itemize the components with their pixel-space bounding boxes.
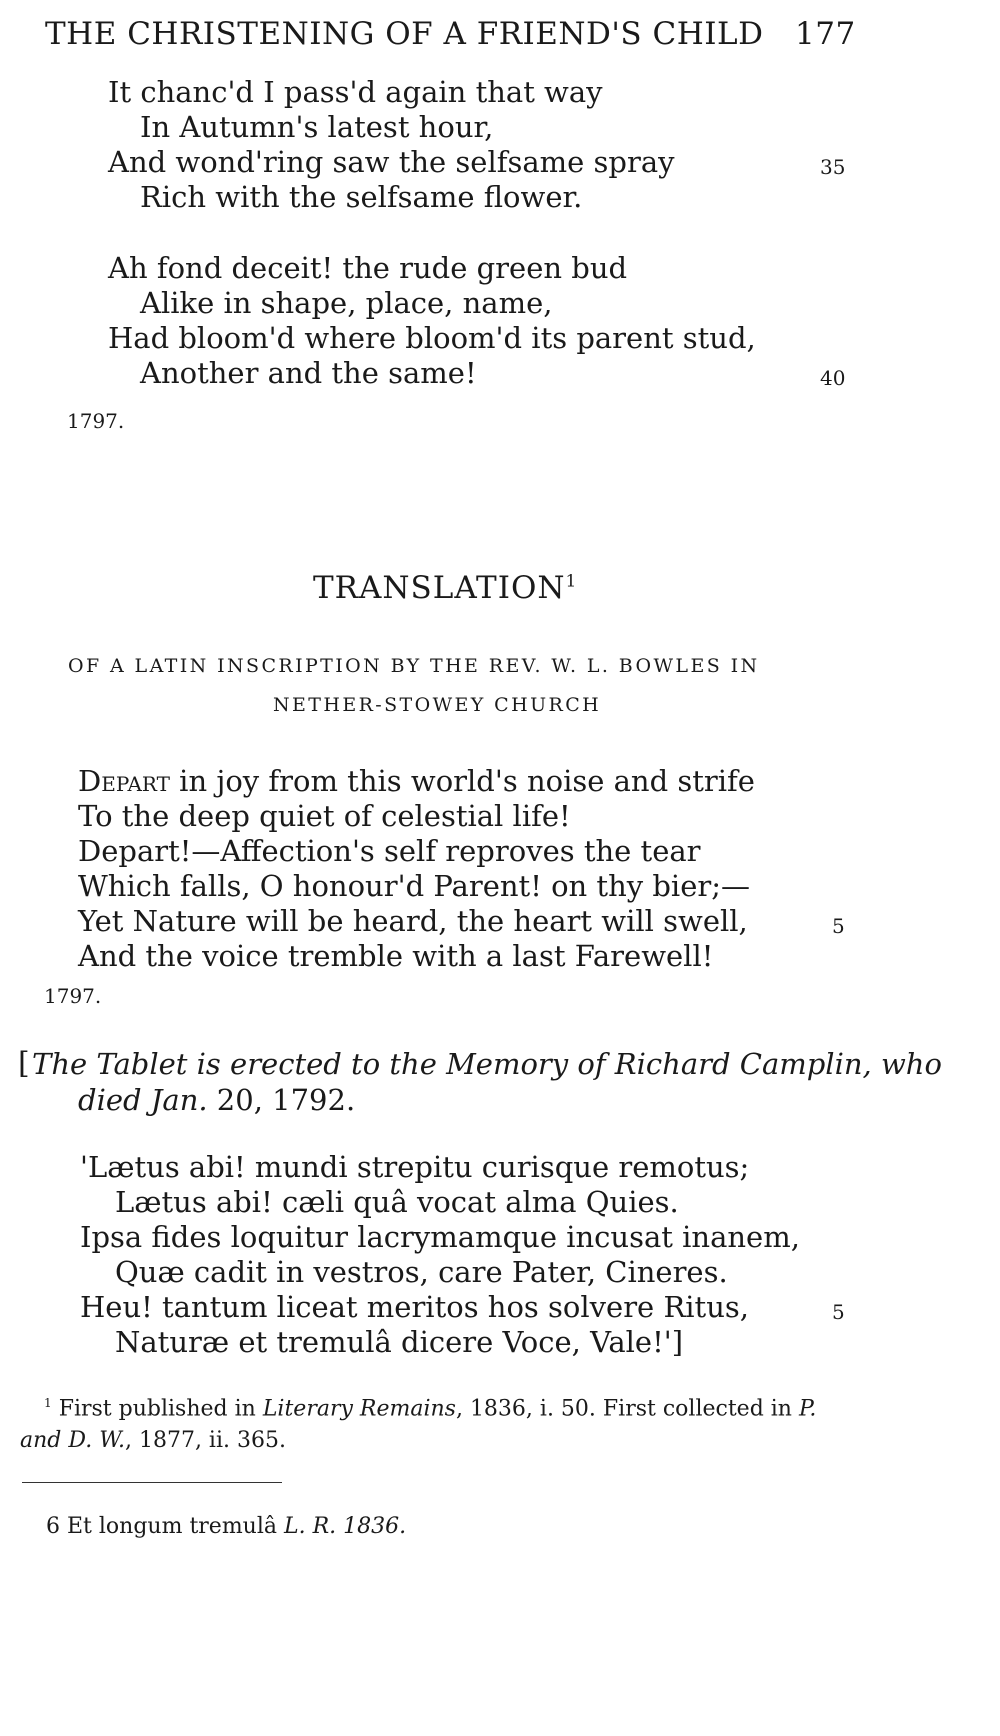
first-word: Depart [78, 764, 170, 798]
note-italic: died Jan. [78, 1083, 208, 1117]
verse-line: Yet Nature will be heard, the heart will swell, [78, 904, 748, 938]
verse-line: To the deep quiet of celestial life! [78, 799, 571, 833]
variant-reading [46, 1514, 406, 1539]
verse-line: Which falls, O honour'd Parent! on thy bier;— [78, 869, 750, 903]
verse-line: Alike in shape, place, name, [140, 286, 553, 320]
page-number: 177 [795, 16, 856, 52]
variant-text: 6 Et longum tremulâ [46, 1514, 284, 1539]
footnote [44, 1396, 816, 1421]
latin-line: Lætus abi! cæli quâ vocat alma Quies. [115, 1185, 679, 1219]
note-roman: 20, 1792. [207, 1083, 356, 1117]
subtitle-line: OF A LATIN INSCRIPTION BY THE REV. W. L. BOWLES IN [68, 655, 760, 677]
poem-date: 1797. [67, 409, 125, 433]
latin-line: Heu! tantum liceat meritos hos solvere Ritus, [80, 1290, 749, 1324]
verse-line: In Autumn's latest hour, [140, 110, 494, 144]
latin-line: Naturæ et tremulâ dicere Voce, Vale!'] [115, 1325, 684, 1359]
footnote-text: , 1877, ii. 365. [124, 1428, 286, 1453]
footnote-abbrev: P. [798, 1396, 817, 1422]
section-title [313, 570, 577, 606]
verse-line-rest: in joy from this world's noise and strife [169, 764, 755, 798]
line-number: 40 [820, 366, 846, 390]
footnote-marker: 1 [44, 1396, 52, 1410]
verse-line: Another and the same! [140, 356, 477, 390]
verse-line: It chanc'd I pass'd again that way [108, 75, 603, 109]
verse-line: And the voice tremble with a last Farewell! [78, 939, 714, 973]
footnote-abbrev: and D. W. [20, 1428, 125, 1453]
footnote-text: , 1836, i. 50. First collected in [455, 1396, 799, 1422]
footnote-rule [22, 1482, 282, 1483]
footnote-text: First published in [51, 1396, 263, 1422]
footnote-cont [20, 1428, 286, 1453]
verse-line: And wond'ring saw the selfsame spray [108, 145, 675, 179]
verse-line: Had bloom'd where bloom'd its parent stud, [108, 321, 756, 355]
verse-line: Depart!—Affection's self reproves the tear [78, 834, 701, 868]
variant-source: L. R. 1836. [284, 1514, 407, 1539]
verse-line: Ah fond deceit! the rude green bud [108, 251, 628, 285]
editorial-note-cont [78, 1083, 355, 1117]
verse-line: Rich with the selfsame flower. [140, 180, 583, 214]
latin-line: Ipsa fides loquitur lacrymamque incusat inanem, [80, 1220, 800, 1254]
line-number: 5 [832, 914, 845, 938]
line-number: 35 [820, 155, 846, 179]
verse-line [78, 764, 755, 798]
running-title: THE CHRISTENING OF A FRIEND'S CHILD [45, 16, 764, 52]
line-number: 5 [832, 1300, 845, 1324]
subtitle-line: NETHER-STOWEY CHURCH [273, 694, 602, 716]
footnote-marker: 1 [565, 571, 578, 592]
latin-line: Quæ cadit in vestros, care Pater, Cineres. [115, 1255, 728, 1289]
poem-date: 1797. [44, 984, 102, 1008]
footnote-title: Literary Remains [262, 1396, 456, 1422]
editorial-note: The Tablet is erected to the Memory of Richard Camplin, who [32, 1047, 942, 1081]
latin-line: 'Lætus abi! mundi strepitu curisque remotus; [80, 1150, 750, 1184]
open-bracket: [ [18, 1046, 30, 1081]
section-title-text: TRANSLATION [313, 570, 566, 606]
